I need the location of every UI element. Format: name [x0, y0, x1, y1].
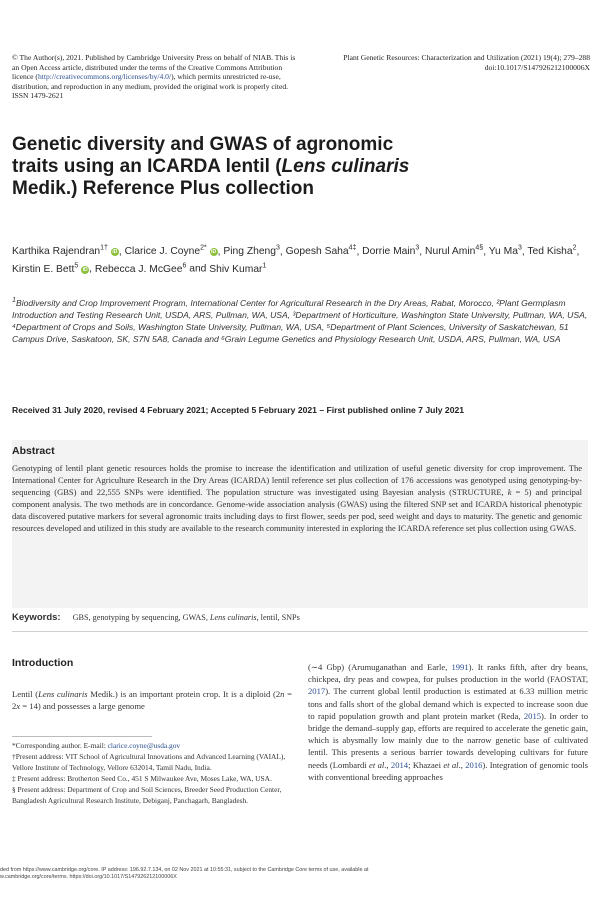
footnote-corresponding: *Corresponding author. E-mail: clarice.coyne@usda.gov: [12, 741, 181, 750]
author-name[interactable]: Gopesh Saha: [285, 246, 349, 258]
journal-name-line: Plant Genetic Resources: Characterization and Utilization (2021) 19(4); 279–288: [343, 53, 590, 62]
orcid-icon[interactable]: iD: [82, 266, 88, 273]
author-affiliation-mark: 4‡: [348, 245, 357, 252]
author-affiliation-mark: 2: [572, 245, 577, 252]
author: [12, 246, 119, 257]
author-name[interactable]: Ted Kisha: [527, 246, 573, 258]
author: [527, 246, 576, 257]
author: [95, 264, 186, 275]
author: [425, 246, 483, 257]
email-link[interactable]: clarice.coyne@usda.gov: [107, 741, 181, 750]
citation-link[interactable]: 2015: [523, 710, 542, 721]
introduction-heading: Introduction: [12, 657, 74, 669]
keywords-divider: [12, 631, 588, 632]
citation-link[interactable]: 1991: [451, 662, 469, 672]
abstract-heading: Abstract: [12, 445, 55, 457]
author-name[interactable]: Dorrie Main: [362, 246, 416, 258]
issn: ISSN 1479-2621: [12, 91, 64, 101]
footnotes: [12, 740, 292, 806]
abstract-text: Genotyping of lentil plant genetic resources holds the promise to increase the identification and utilization of useful genetic diversity for crop improvement. The International Center for Agriculture Research in the Dry Areas (ICARDA) lentil reference set plus collection of 176 accessions was genotyped using genotyping-by-sequencing (GBS) and 22,555 SNPs were identified. The population structure was investigated using Bayesian analysis (STRUCTURE, k = 5) and principal component analysis. The two methods are in concordance. Genome-wide association analysis (GWAS) using the filtered SNP set and ICARDA historical phenotypic data discovered putative markers for several agronomic traits including days to first flower, seeds per pod, seed weight and days to maturity. The genetic and genomic resources developed and utilized in this study are available to the research community interested in exploring the ICARDA reference set plus collection using GWAS.: [12, 463, 582, 534]
citation-link[interactable]: 2017: [308, 686, 326, 697]
author: [286, 246, 357, 257]
author-affiliation-mark: 6: [182, 262, 187, 270]
author-affiliation-mark: 2*: [200, 245, 207, 252]
author: [489, 246, 522, 257]
author-affiliation-mark: 3: [517, 245, 522, 252]
author-affiliation-mark: 4§: [475, 245, 484, 252]
author: [223, 246, 280, 257]
licence-link[interactable]: http://creativecommons.org/licenses/by/4.0/: [37, 72, 172, 82]
introduction-right-column: (∼4 Gbp) (Arumuganathan and Earle, 1991). It ranks fifth, after dry beans, chickpea, dry peas and cowpea, for pulses production in the world (FAOSTAT, 2017). The current global lentil production is estimated at 6.33 million metric tons and falls short of the global demand which is expected to increase soon due to rapid population growth and plant protein market (Reda, 2015). In order to bridge the demand–supply gap, efforts are required to accelerate the genetic gain, which is abysmally low mainly due to the narrow genetic base of cultivated lentil. This presents a serious barrier towards developing cultivars for future needs (Lombardi et al., 2014; Khazaei et al., 2016). Integration of genomic tools with conventional breeding approaches: [308, 662, 588, 782]
title-species: Lens culinaris: [281, 156, 410, 178]
author-affiliation-mark: 1: [262, 262, 267, 270]
journal-citation: [300, 53, 590, 72]
author: [12, 264, 89, 275]
author-name[interactable]: Kirstin E. Bett: [12, 263, 75, 275]
author-name[interactable]: Shiv Kumar: [209, 263, 263, 275]
footnote-ddagger: ‡ Present address: Brotherton Seed Co., 451 S Milwaukee Ave, Moses Lake, WA, USA.: [12, 774, 272, 783]
citation-link[interactable]: 2014: [390, 759, 409, 770]
author-name[interactable]: Yu Ma: [488, 246, 518, 258]
article-title: Genetic diversity and GWAS of agronomic traits using an ICARDA lentil (Lens culinaris Medik.) Reference Plus collection: [12, 134, 410, 200]
author-name[interactable]: Clarice J. Coyne: [124, 246, 201, 258]
received-dates: Received 31 July 2020, revised 4 February 2021; Accepted 5 February 2021 – First published online 7 July 2021: [12, 405, 465, 415]
author-name[interactable]: Ping Zheng: [223, 246, 277, 258]
keywords-label: Keywords:: [12, 612, 61, 623]
author: [362, 246, 419, 257]
citation-link[interactable]: 2016: [465, 759, 483, 770]
author-affiliation-mark: 5: [74, 262, 79, 270]
keywords: Keywords: GBS, genotyping by sequencing, GWAS, Lens culinaris, lentil, SNPs: [12, 612, 300, 623]
orcid-icon[interactable]: iD: [112, 249, 118, 256]
journal-doi[interactable]: doi:10.1017/S147926212100006X: [484, 62, 590, 72]
author: [209, 264, 266, 275]
affiliations: $^1$Biodiversity and Crop Improvement Program, International Center for Agricultural Research in the Dry Areas, Rabat, Morocco, ²Plant Germplasm Introduction and Testing Research Unit, USDA, ARS, Pullman, WA, USA, ³Department of Horticulture, Washington State University, Pullman, WA, USA, ⁴Department of Crops and Soils, Washington State University, Pullman, WA, USA, ⁵Department of Plant Sciences, University of Saskatchewan, 51 Campus Drive, Saskatoon, SK, S7N 5A8, Canada and ⁶Grain Legume Genetics and Physiology Research Unit, USDA, ARS, Pullman, WA, USA: [12, 296, 588, 345]
introduction-left-column: Lentil (Lens culinaris Medik.) is an important protein crop. It is a diploid (2n = 2x = 14) and possesses a large genome: [12, 689, 292, 712]
author-affiliation-mark: 3: [415, 245, 420, 252]
author-name[interactable]: Nurul Amin: [425, 246, 476, 258]
footnote-separator: [12, 736, 152, 737]
author-list: Karthika Rajendran$^{1\dagger}$ iD , Clarice J. Coyne$^{2*}$ iD , Ping Zheng$^3$, Gopesh Saha$^{4\ddagger}$, Dorrie Main$^3$, Nurul Amin$^{4\S}$, Yu Ma$^3$, Ted Kisha$^2$, Kirstin E. Bett$^5$ iD , Rebecca J. McGee$^6$ and Shiv Kumar$^1$: [12, 245, 580, 275]
author-name[interactable]: Rebecca J. McGee: [94, 263, 183, 275]
copyright-notice: © The Author(s), 2021. Published by Cambridge University Press on behalf of NIAB. This is an Open Access article, distributed under the terms of the Creative Commons Attribution licence (http://creativecommons.org/licenses/by/4.0/), which permits unrestricted re-use, distribution, and reproduction in any medium, provided the original work is properly cited. ISSN 1479-2621: [12, 53, 296, 101]
download-notice: ded from https://www.cambridge.org/core. IP address: 196.92.7.134, on 02 Nov 2021 at 10:55:31, subject to the Cambridge Core terms of use, available at w.cambridge.org/core/terms. https://doi.org/10.1017/S147926212100006X: [0, 867, 369, 881]
footnote-section: § Present address: Department of Crop and Soil Sciences, Breeder Seed Production Center, Bangladesh Agricultural Research Institute, Debiganj, Panchagarh, Bangladesh.: [12, 785, 282, 805]
orcid-icon[interactable]: iD: [211, 249, 217, 256]
author-affiliation-mark: 1†: [100, 245, 108, 252]
author: [125, 246, 218, 257]
author-affiliation-mark: 3: [276, 245, 280, 252]
footnote-dagger: †Present address: VIT School of Agricultural Innovations and Advanced Learning (VAIAL), Vellore Institute of Technology, Vellore 632014, Tamil Nadu, India.: [12, 752, 286, 772]
author-name[interactable]: Karthika Rajendran: [12, 246, 101, 258]
